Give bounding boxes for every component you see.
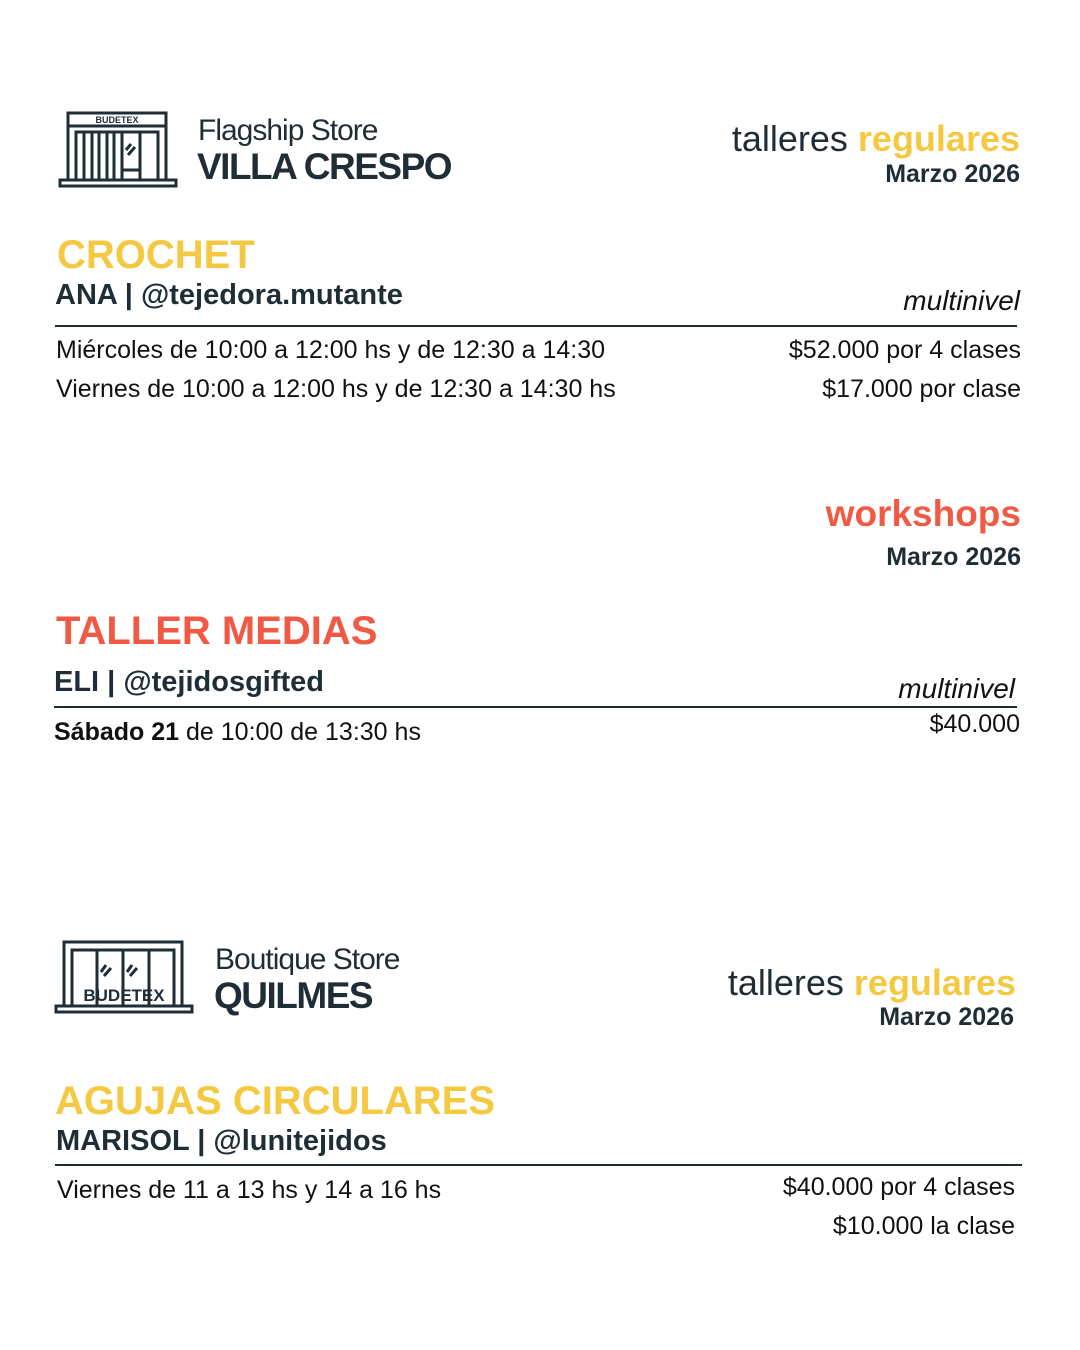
quilmes-month: Marzo 2026 xyxy=(879,1003,1014,1031)
quilmes-store-name: QUILMES xyxy=(214,975,373,1016)
kind-highlight: regulares xyxy=(857,118,1020,159)
kind-prefix: talleres xyxy=(731,118,848,159)
crochet-price-1: $52.000 por 4 clases xyxy=(788,336,1021,364)
villa-crespo-sign-text: BUDETEX xyxy=(95,115,139,125)
agujas-title: AGUJAS CIRCULARES xyxy=(55,1079,496,1123)
kind-prefix: talleres xyxy=(727,962,844,1003)
crochet-schedule-1: Miércoles de 10:00 a 12:00 hs y de 12:30 a 14:30 xyxy=(56,336,605,364)
taller-medias-day: Sábado 21 xyxy=(54,718,180,746)
quilmes-sign-text: BUDETEX xyxy=(83,986,165,1005)
crochet-price-2: $17.000 por clase xyxy=(822,375,1021,403)
agujas-price-1: $40.000 por 4 clases xyxy=(782,1173,1015,1201)
crochet-title: CROCHET xyxy=(57,233,255,277)
villa-crespo-month: Marzo 2026 xyxy=(885,160,1020,188)
crochet-teacher: ANA | @tejedora.mutante xyxy=(55,279,403,311)
taller-medias-price: $40.000 xyxy=(929,710,1020,738)
villa-crespo-kind-heading xyxy=(732,118,1020,160)
crochet-divider xyxy=(55,325,1017,327)
agujas-price-2: $10.000 la clase xyxy=(832,1212,1015,1240)
taller-medias-date xyxy=(54,718,421,747)
villa-crespo-store-name: VILLA CRESPO xyxy=(197,146,452,187)
villa-crespo-store-icon xyxy=(58,110,178,188)
agujas-schedule-1: Viernes de 11 a 13 hs y 14 a 16 hs xyxy=(57,1176,442,1204)
taller-medias-time: de 10:00 de 13:30 hs xyxy=(186,718,421,746)
agujas-divider xyxy=(55,1164,1022,1166)
kind-highlight: regulares xyxy=(853,962,1016,1003)
villa-crespo-store-type: Flagship Store xyxy=(198,114,378,147)
taller-medias-title: TALLER MEDIAS xyxy=(56,609,378,653)
quilmes-kind-heading xyxy=(728,962,1016,1004)
quilmes-store-icon xyxy=(54,938,194,1016)
crochet-schedule-2: Viernes de 10:00 a 12:00 hs y de 12:30 a 14:30 hs xyxy=(56,375,616,403)
taller-medias-teacher: ELI | @tejidosgifted xyxy=(54,666,325,698)
taller-medias-divider xyxy=(54,706,1017,708)
quilmes-store-type: Boutique Store xyxy=(215,943,400,976)
taller-medias-level: multinivel xyxy=(898,673,1015,704)
crochet-level: multinivel xyxy=(903,285,1020,316)
agujas-teacher: MARISOL | @lunitejidos xyxy=(56,1125,387,1157)
workshops-month: Marzo 2026 xyxy=(886,543,1021,571)
workshops-heading: workshops xyxy=(825,493,1021,534)
